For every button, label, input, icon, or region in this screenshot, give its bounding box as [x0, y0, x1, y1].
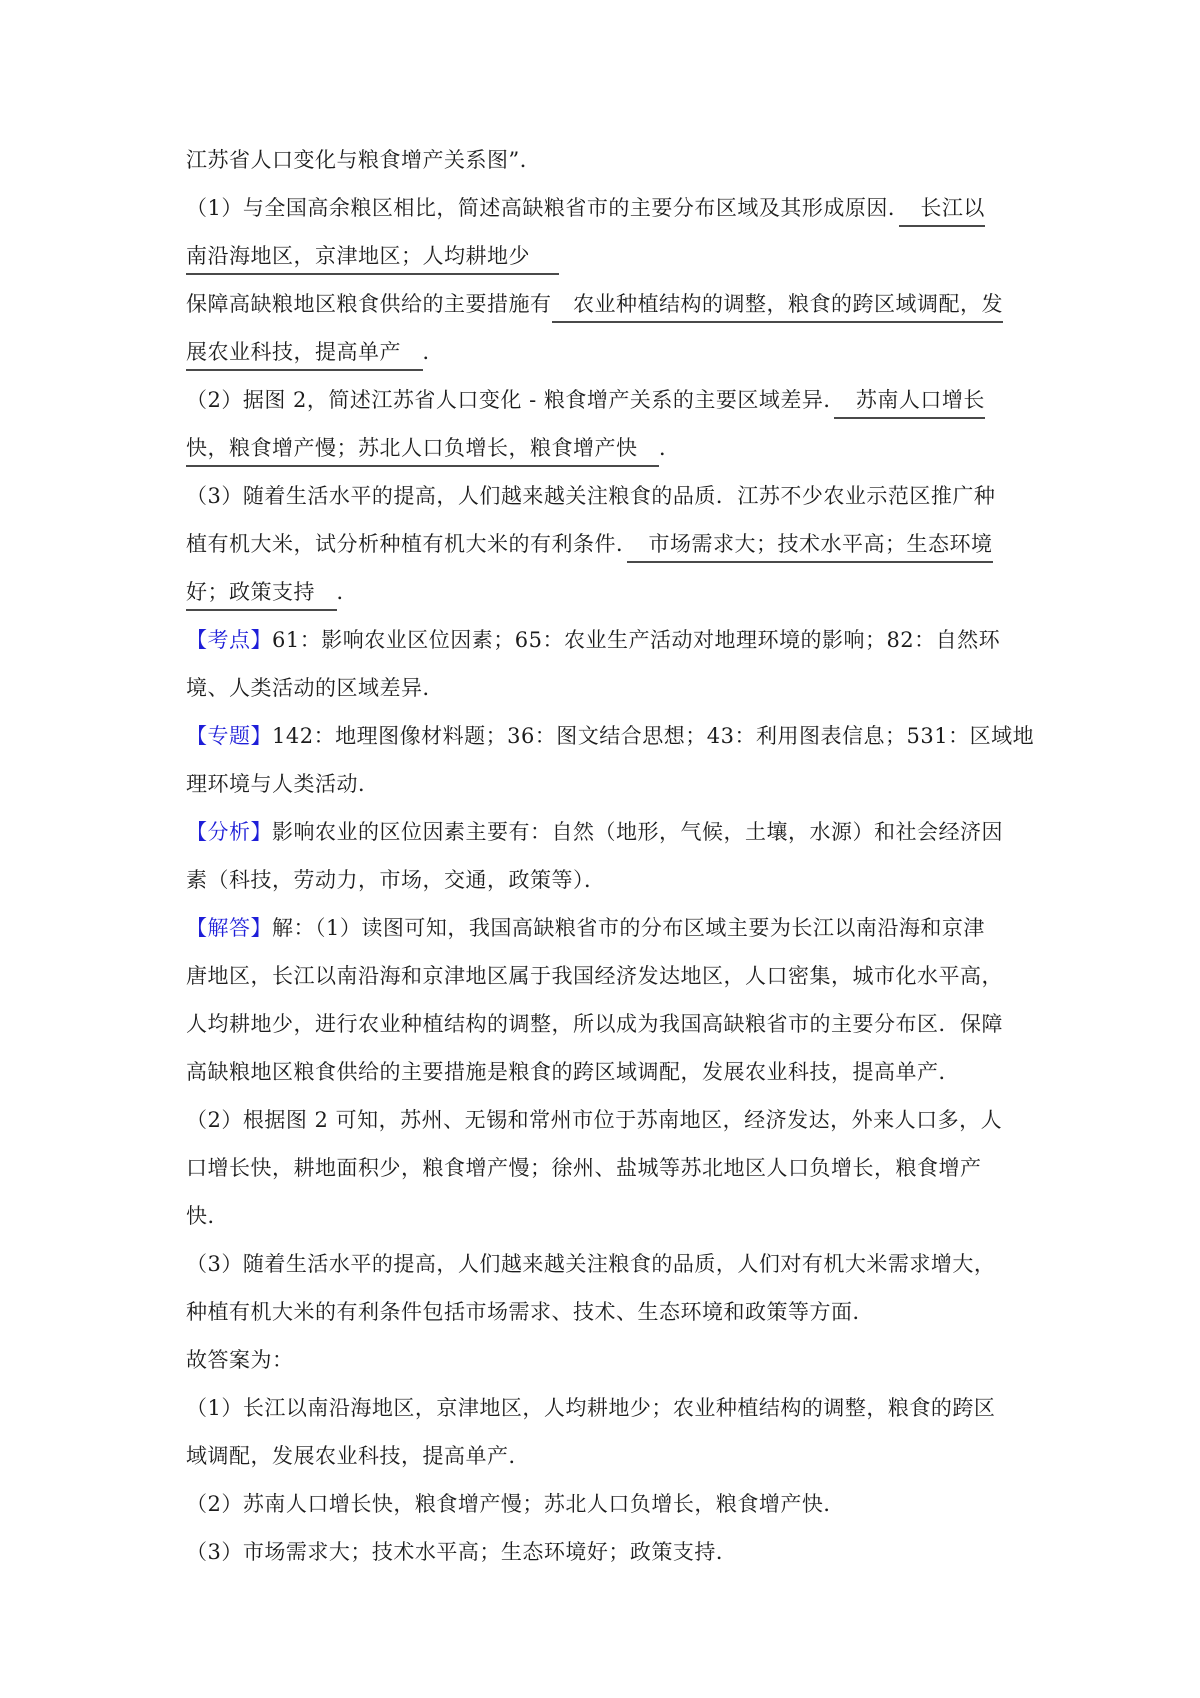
text-segment: （2）苏南人口增长快，粮食增产慢；苏北人口负增长，粮食增产快． [186, 1492, 845, 1516]
text-line [186, 1096, 1026, 1144]
text-line [186, 712, 1035, 760]
section-label: 【专题】 [186, 724, 272, 748]
text-line [186, 1288, 1026, 1336]
answer-blank-text: 快，粮食增产慢；苏北人口负增长，粮食增产快 [186, 436, 659, 467]
text-segment: 快． [186, 1204, 229, 1228]
text-segment: 理环境与人类活动． [186, 772, 380, 796]
text-line [186, 568, 1026, 616]
section-label: 【分析】 [186, 820, 272, 844]
text-segment: 江苏省人口变化与粮食增产关系图”． [186, 148, 542, 172]
text-segment: 人均耕地少，进行农业种植结构的调整，所以成为我国高缺粮省市的主要分布区．保障 [186, 1012, 1003, 1036]
section-label: 【解答】 [186, 916, 272, 940]
text-line [186, 280, 1026, 328]
text-segment: 种植有机大米的有利条件包括市场需求、技术、生态环境和政策等方面． [186, 1300, 874, 1324]
text-line [186, 472, 1026, 520]
text-segment: 植有机大米，试分析种植有机大米的有利条件． [186, 532, 627, 556]
answer-blank-text: 南沿海地区，京津地区；人均耕地少 [186, 244, 559, 275]
text-segment: 高缺粮地区粮食供给的主要措施是粮食的跨区域调配，发展农业科技，提高单产． [186, 1060, 960, 1084]
text-line [186, 328, 1026, 376]
text-segment: （2）根据图 2 可知，苏州、无锡和常州市位于苏南地区，经济发达，外来人口多，人 [186, 1108, 1003, 1132]
text-segment: （1）长江以南沿海地区，京津地区，人均耕地少；农业种植结构的调整，粮食的跨区 [186, 1396, 996, 1420]
text-line [186, 1384, 1026, 1432]
text-line [186, 424, 1026, 472]
text-segment: 142：地理图像材料题；36：图文结合思想；43：利用图表信息；531：区域地 [272, 724, 1035, 748]
text-segment: （1）与全国高余粮区相比，简述高缺粮省市的主要分布区域及其形成原因． [186, 196, 899, 220]
text-segment: 域调配，发展农业科技，提高单产． [186, 1444, 530, 1468]
text-segment: 唐地区，长江以南沿海和京津地区属于我国经济发达地区，人口密集，城市化水平高， [186, 964, 1003, 988]
answer-blank-text: 市场需求大；技术水平高；生态环境 [627, 532, 993, 563]
text-line [186, 904, 1026, 952]
text-line [186, 1240, 1026, 1288]
section-label: 【考点】 [186, 628, 272, 652]
text-line [186, 664, 1026, 712]
text-line [186, 1144, 1026, 1192]
text-segment: 口增长快，耕地面积少，粮食增产慢；徐州、盐城等苏北地区人口负增长，粮食增产 [186, 1156, 982, 1180]
text-line [186, 952, 1026, 1000]
text-segment: ． [336, 580, 358, 604]
text-segment: 故答案为： [186, 1348, 294, 1372]
text-line [186, 616, 1026, 664]
text-line [186, 376, 1026, 424]
text-line [186, 1480, 1026, 1528]
text-line [186, 184, 1026, 232]
answer-blank-text: 展农业科技，提高单产 [186, 340, 423, 371]
text-line [186, 1048, 1026, 1096]
text-segment: 素（科技，劳动力，市场，交通，政策等）． [186, 868, 606, 892]
text-line [186, 232, 1026, 280]
text-segment: ． [659, 436, 681, 460]
text-line [186, 808, 1026, 856]
text-segment: （3）市场需求大；技术水平高；生态环境好；政策支持． [186, 1540, 738, 1564]
answer-blank-text: 好；政策支持 [186, 580, 337, 611]
text-line [186, 1000, 1026, 1048]
text-line [186, 1432, 1026, 1480]
text-segment: 61：影响农业区位因素；65：农业生产活动对地理环境的影响；82：自然环 [272, 628, 1001, 652]
text-segment: （3）随着生活水平的提高，人们越来越关注粮食的品质．江苏不少农业示范区推广种 [186, 484, 996, 508]
text-segment: 境、人类活动的区域差异． [186, 676, 444, 700]
text-segment: 解：（1）读图可知，我国高缺粮省市的分布区域主要为长江以南沿海和京津 [272, 916, 985, 940]
text-line [186, 760, 1026, 808]
text-line [186, 1192, 1026, 1240]
answer-blank-text: 农业种植结构的调整，粮食的跨区域调配，发 [552, 292, 1004, 323]
text-segment: 保障高缺粮地区粮食供给的主要措施有 [186, 292, 552, 316]
text-line [186, 1528, 1026, 1576]
text-line [186, 520, 1026, 568]
answer-blank-text: 苏南人口增长 [834, 388, 985, 419]
text-line [186, 1336, 1026, 1384]
text-segment: ． [422, 340, 444, 364]
text-segment: （2）据图 2，简述江苏省人口变化 - 粮食增产关系的主要区域差异． [186, 388, 835, 412]
text-segment: 影响农业的区位因素主要有：自然（地形，气候，土壤，水源）和社会经济因 [272, 820, 1003, 844]
document-body [186, 136, 1035, 1576]
text-line [186, 856, 1026, 904]
text-segment: （3）随着生活水平的提高，人们越来越关注粮食的品质，人们对有机大米需求增大， [186, 1252, 996, 1276]
text-line [186, 136, 1026, 184]
answer-blank-text: 长江以 [899, 196, 985, 227]
